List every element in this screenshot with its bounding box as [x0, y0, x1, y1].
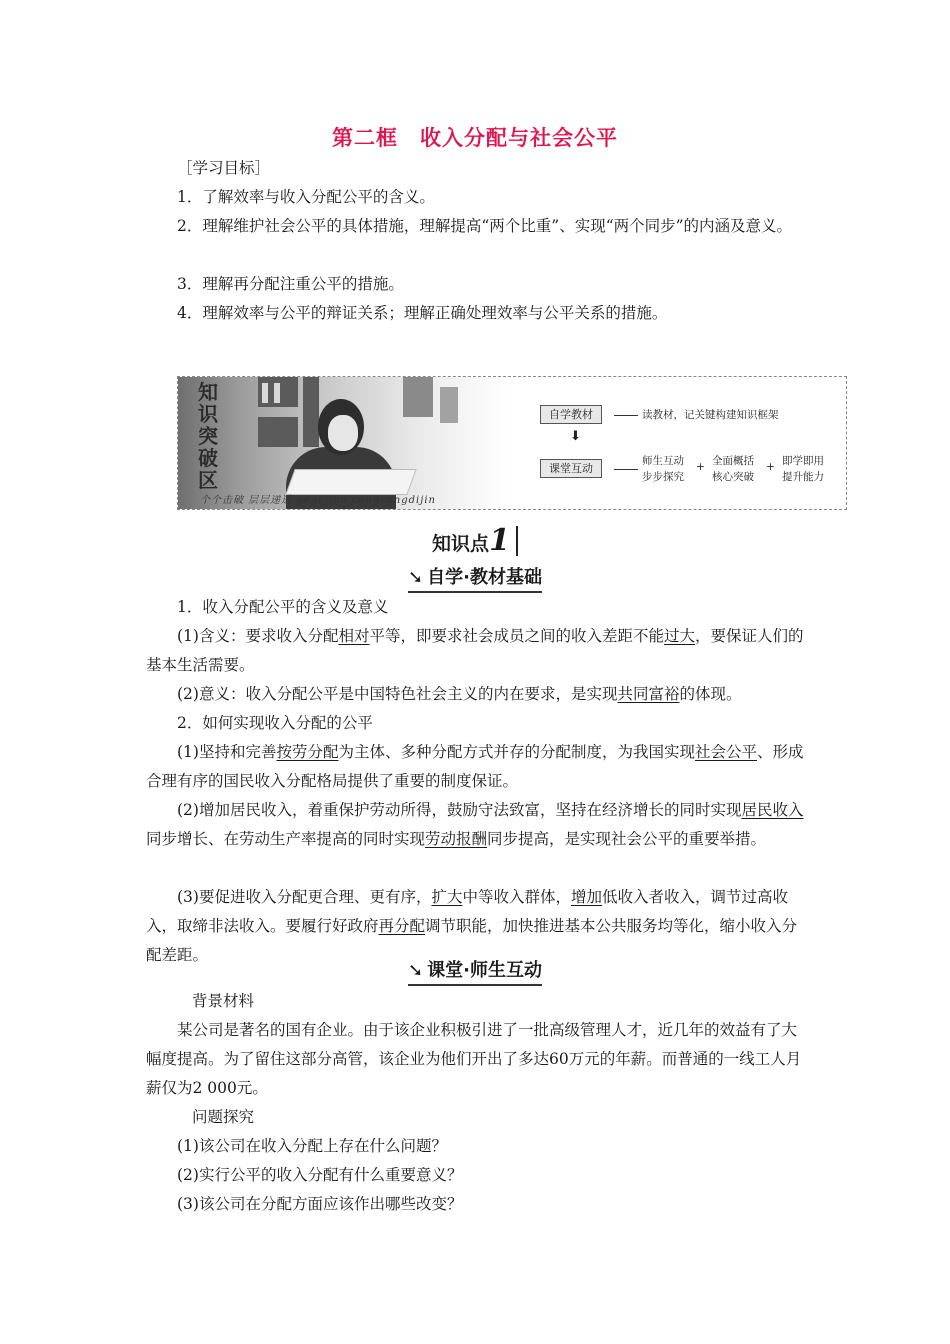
plus-icon: +: [696, 461, 705, 473]
arrow-icon: ➘: [408, 960, 424, 981]
self-study-desc: 读教材，记关键构建知识框架: [642, 409, 779, 421]
paragraph: (2)增加居民收入，着重保护劳动所得，鼓励守法致富，坚持在经济增长的同时实现居民收入同步增长、在劳动生产率提高的同时实现劳动报酬同步提高，是实现社会公平的重要举措。: [146, 801, 804, 848]
paragraph: (2)意义：收入分配公平是中国特色社会主义的内在要求，是实现共同富裕的体现。: [177, 685, 742, 703]
self-study-box: 自学教材: [540, 405, 602, 424]
section-heading-self-study: ➘ 自学·教材基础: [0, 563, 950, 593]
step-label: 步步探究: [642, 471, 684, 483]
paragraph: (1)坚持和完善按劳分配为主体、多种分配方式并存的分配制度，为我国实现社会公平、形成合理有序的国民收入分配格局提供了重要的制度保证。: [146, 743, 804, 790]
banner-caption: 个个击破 层层递进 gegejipo cengcengdijin: [200, 495, 436, 506]
question-item: (2)实行公平的收入分配有什么重要意义？: [177, 1166, 463, 1184]
knowledge-point-heading: 知识点1: [0, 523, 950, 558]
classroom-box: 课堂互动: [540, 459, 602, 478]
paragraph: (3)要促进收入分配更合理、更有序，扩大中等收入群体，增加低收入者收入，调节过高收入，取缔非法收入。要履行好政府再分配调节职能，加快推进基本公共服务均等化，缩小收入分配差距。: [146, 888, 798, 964]
banner-vertical-title: 知 识 突 破 区: [198, 380, 218, 492]
background-text: 某公司是著名的国有企业。由于该企业积极引进了一批高级管理人才，近几年的效益有了大幅度提高。为了留住这部分高管，该企业为他们开出了多达60万元的年薪。而普通的一线工人月薪仅为2 000元。: [146, 1021, 802, 1097]
goal-item: 2．理解维护社会公平的具体措施，理解提高“两个比重”、实现“两个同步”的内涵及意义。: [177, 217, 793, 235]
page-title: 第二框 收入分配与社会公平: [332, 126, 618, 150]
goal-item: 1．了解效率与收入分配公平的含义。: [177, 188, 435, 206]
section-heading-classroom: ➘ 课堂·师生互动: [0, 956, 950, 986]
step-label: 即学即用: [782, 455, 824, 467]
plus-icon: +: [766, 461, 775, 473]
step-label: 全面概括: [712, 455, 754, 467]
question-item: (3)该公司在分配方面应该作出哪些改变？: [177, 1195, 463, 1213]
background-label: 背景材料: [192, 992, 255, 1010]
paragraph: (1)含义：要求收入分配相对平等，即要求社会成员之间的收入差距不能过大，要保证人们的基本生活需要。: [146, 627, 804, 674]
step-label: 提升能力: [782, 471, 824, 483]
step-label: 师生互动: [642, 455, 684, 467]
subheading: 1．收入分配公平的含义及意义: [177, 598, 389, 616]
step-label: 核心突破: [712, 471, 754, 483]
arrow-icon: ➘: [408, 567, 424, 588]
question-label: 问题探究: [192, 1108, 255, 1126]
subheading: 2．如何实现收入分配的公平: [177, 714, 373, 732]
goals-heading: ［学习目标］: [177, 159, 271, 177]
down-arrow-icon: ⬇: [570, 429, 581, 444]
question-item: (1)该公司在收入分配上存在什么问题？: [177, 1137, 447, 1155]
goal-item: 4．理解效率与公平的辩证关系；理解正确处理效率与公平关系的措施。: [177, 304, 668, 322]
goal-item: 3．理解再分配注重公平的措施。: [177, 275, 404, 293]
knowledge-banner: [177, 376, 847, 510]
